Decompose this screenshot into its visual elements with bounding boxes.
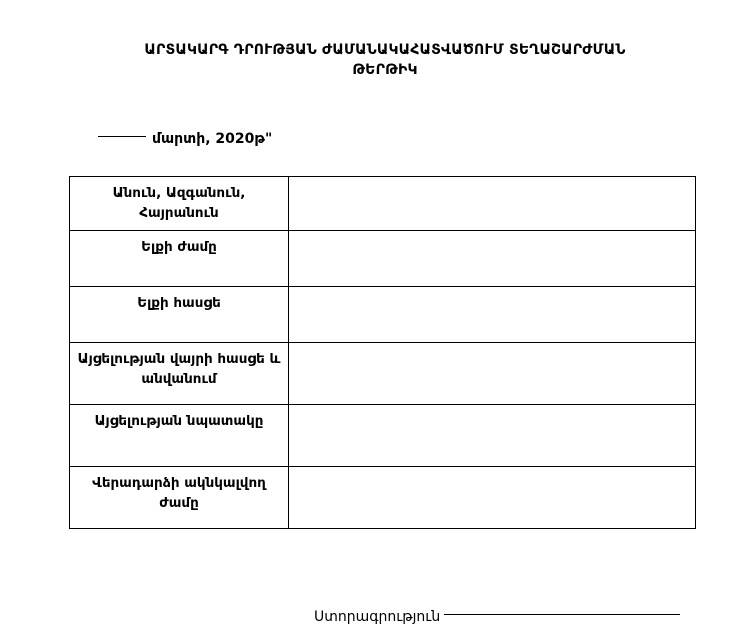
table-row [70,405,696,467]
signature-line [314,608,680,626]
table-row [70,177,696,231]
table-row [70,343,696,405]
signature-label: Ստորագրություն [314,609,441,625]
date-line [98,130,272,148]
field-exit-address[interactable] [289,287,696,343]
row-label-return-time: Վերադարձի ակնկալվող ժամը [70,467,289,529]
table-row [70,287,696,343]
signature-blank-line[interactable] [444,614,680,615]
row-label-full-name: Անուն, Ազգանուն, Հայրանուն [70,177,289,231]
row-label-visit-place: Այցելության վայրի հասցե և անվանում [70,343,289,405]
table-row [70,231,696,287]
document-title [0,40,753,80]
field-visit-place[interactable] [289,343,696,405]
field-exit-time[interactable] [289,231,696,287]
form-table [69,176,696,529]
field-visit-purpose[interactable] [289,405,696,467]
row-label-exit-time: Ելքի ժամը [70,231,289,287]
date-blank-line[interactable] [98,136,146,137]
title-line-2: ԹԵՐԹԻԿ [352,62,418,78]
field-full-name[interactable] [289,177,696,231]
title-line-1: ԱՐՏԱԿԱՐԳ ԴՐՈՒԹՅԱՆ ԺԱՄԱՆԱԿԱՀԱՏՎԱԾՈՒՄ ՏԵՂԱՇԱՐԺՄԱՆ [144,42,626,58]
row-label-visit-purpose: Այցելության նպատակը [70,405,289,467]
date-text: մարտի, 2020թ" [152,131,273,147]
table-row [70,467,696,529]
field-return-time[interactable] [289,467,696,529]
row-label-exit-address: Ելքի հասցե [70,287,289,343]
